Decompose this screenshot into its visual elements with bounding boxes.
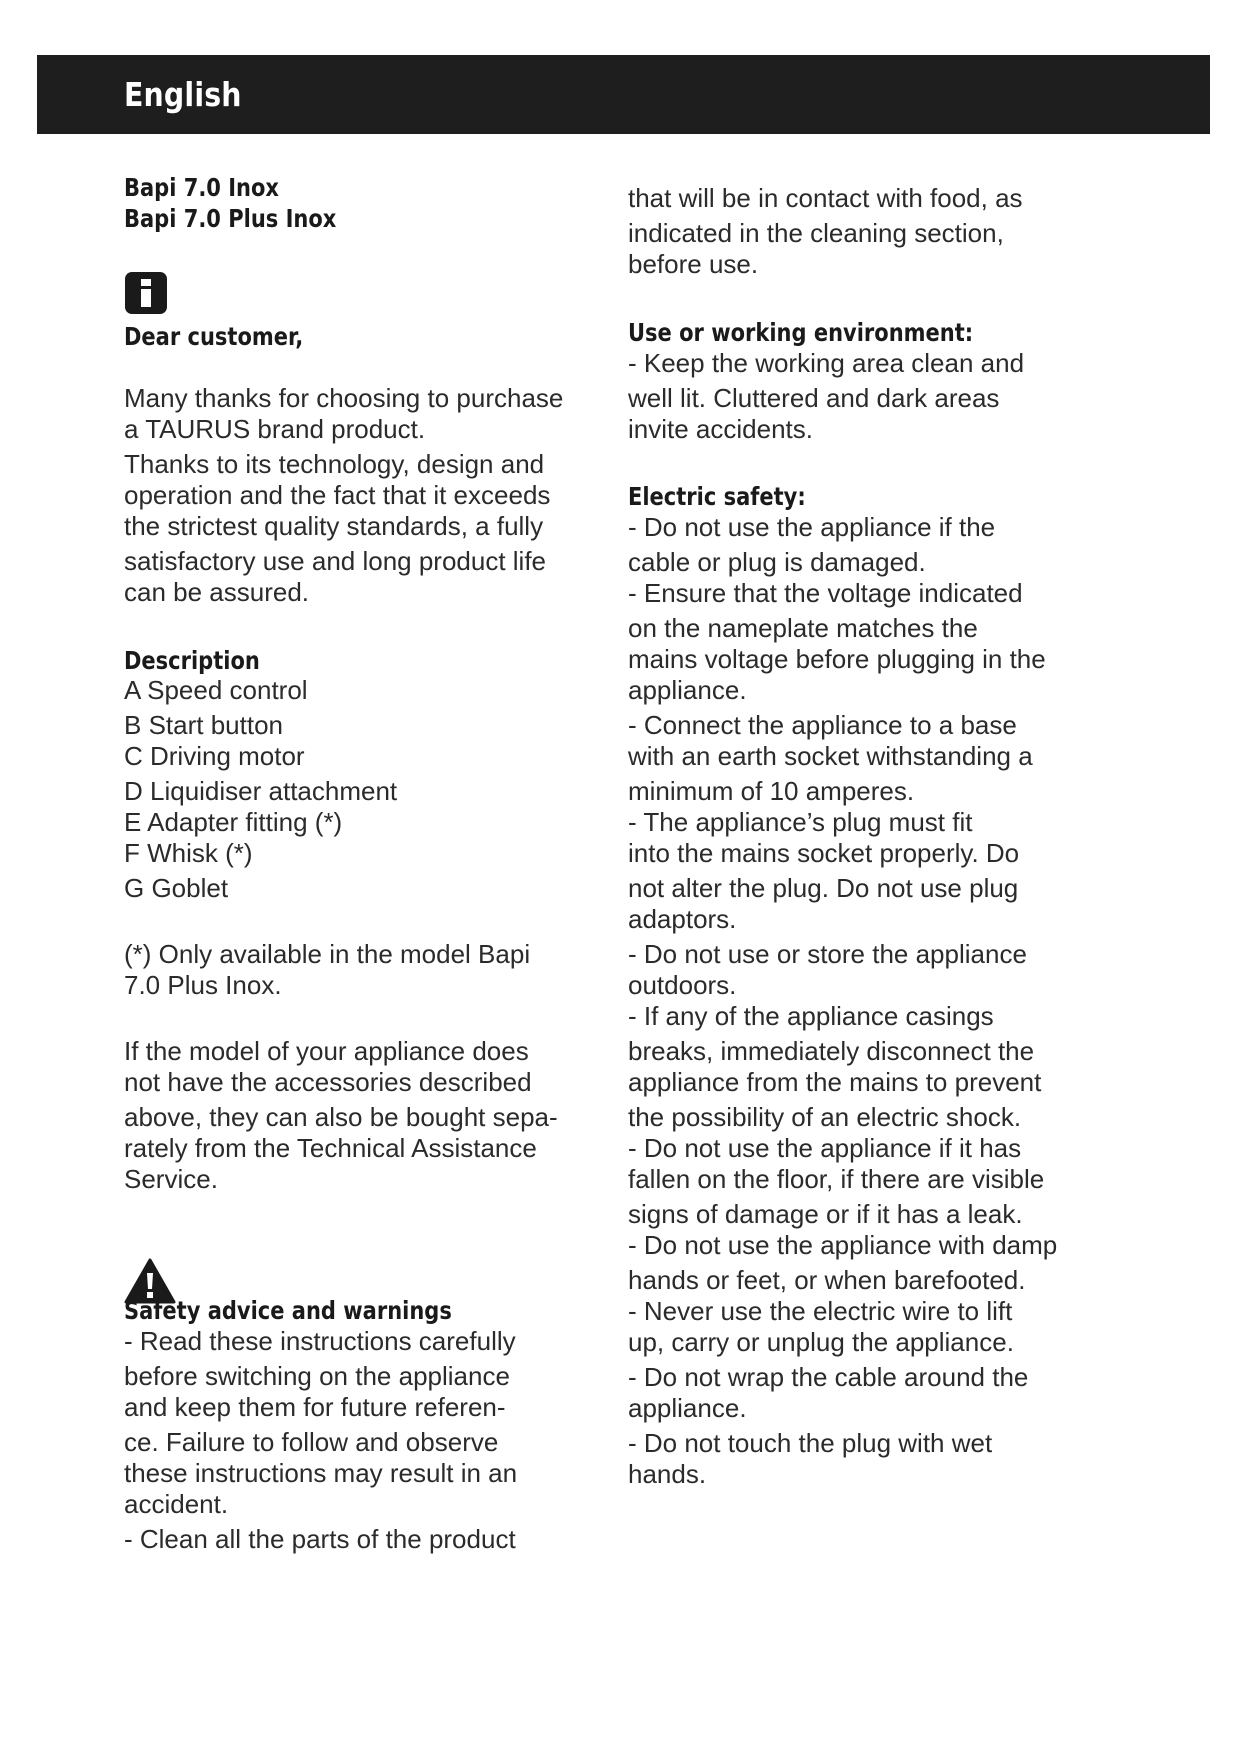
electric-line: with an earth socket withstanding a xyxy=(628,741,1033,771)
environment-line: invite accidents. xyxy=(628,414,813,444)
electric-line: signs of damage or if it has a leak. xyxy=(628,1199,1023,1229)
description-item: G Goblet xyxy=(124,873,229,903)
electric-line: - Do not touch the plug with wet xyxy=(628,1428,993,1458)
safety-line: before switching on the appliance xyxy=(124,1361,510,1391)
electric-line: mains voltage before plugging in the xyxy=(628,644,1046,674)
intro-line: the strictest quality standards, a fully xyxy=(124,511,544,541)
description-heading: Description xyxy=(124,646,260,675)
continued-line: before use. xyxy=(628,249,759,279)
environment-line: - Keep the working area clean and xyxy=(628,348,1025,378)
safety-heading: Safety advice and warnings xyxy=(124,1296,452,1325)
electric-line: up, carry or unplug the appliance. xyxy=(628,1327,1014,1357)
safety-line: these instructions may result in an xyxy=(124,1458,518,1488)
accessories-line: above, they can also be bought sepa- xyxy=(124,1102,558,1132)
electric-line: - Do not use the appliance if it has xyxy=(628,1133,1022,1163)
description-item: B Start button xyxy=(124,710,283,740)
electric-line: hands. xyxy=(628,1459,707,1489)
description-item: D Liquidiser attachment xyxy=(124,776,398,806)
continued-line: that will be in contact with food, as xyxy=(628,183,1023,213)
intro-line: operation and the fact that it exceeds xyxy=(124,480,551,510)
electric-line: hands or feet, or when barefooted. xyxy=(628,1265,1026,1295)
footnote-line: 7.0 Plus Inox. xyxy=(124,970,282,1000)
electric-line: - The appliance’s plug must fit xyxy=(628,807,973,837)
electric-line: into the mains socket properly. Do xyxy=(628,838,1020,868)
description-item: C Driving motor xyxy=(124,741,305,771)
electric-line: - Do not wrap the cable around the xyxy=(628,1362,1029,1392)
footnote-line: (*) Only available in the model Bapi xyxy=(124,939,531,969)
continued-line: indicated in the cleaning section, xyxy=(628,218,1004,248)
electric-heading: Electric safety: xyxy=(628,482,806,511)
intro-line: a TAURUS brand product. xyxy=(124,414,426,444)
description-item: F Whisk (*) xyxy=(124,838,253,868)
electric-line: fallen on the floor, if there are visible xyxy=(628,1164,1045,1194)
electric-line: - Ensure that the voltage indicated xyxy=(628,578,1023,608)
intro-line: can be assured. xyxy=(124,577,310,607)
safety-line: and keep them for future referen- xyxy=(124,1392,506,1422)
model-name: Bapi 7.0 Plus Inox xyxy=(124,204,337,233)
electric-line: outdoors. xyxy=(628,970,737,1000)
electric-line: minimum of 10 amperes. xyxy=(628,776,915,806)
electric-line: - Connect the appliance to a base xyxy=(628,710,1017,740)
model-name: Bapi 7.0 Inox xyxy=(124,173,279,202)
electric-line: - Do not use the appliance with damp xyxy=(628,1230,1058,1260)
electric-line: adaptors. xyxy=(628,904,737,934)
electric-line: - Never use the electric wire to lift xyxy=(628,1296,1013,1326)
accessories-line: not have the accessories described xyxy=(124,1067,532,1097)
safety-line: accident. xyxy=(124,1489,229,1519)
info-icon xyxy=(124,271,168,315)
electric-line: on the nameplate matches the xyxy=(628,613,978,643)
electric-line: - Do not use the appliance if the xyxy=(628,512,996,542)
environment-heading: Use or working environment: xyxy=(628,318,974,347)
electric-line: appliance from the mains to prevent xyxy=(628,1067,1042,1097)
electric-line: not alter the plug. Do not use plug xyxy=(628,873,1019,903)
electric-line: appliance. xyxy=(628,675,747,705)
accessories-line: Service. xyxy=(124,1164,218,1194)
electric-line: appliance. xyxy=(628,1393,747,1423)
description-item: E Adapter fitting (*) xyxy=(124,807,343,837)
safety-line: - Clean all the parts of the product xyxy=(124,1524,516,1554)
safety-line: ce. Failure to follow and observe xyxy=(124,1427,499,1457)
electric-line: - Do not use or store the appliance xyxy=(628,939,1027,969)
environment-line: well lit. Cluttered and dark areas xyxy=(628,383,1000,413)
language-title: English xyxy=(124,75,242,114)
safety-line: - Read these instructions carefully xyxy=(124,1326,516,1356)
intro-line: Thanks to its technology, design and xyxy=(124,449,545,479)
electric-line: the possibility of an electric shock. xyxy=(628,1102,1022,1132)
language-header-bar xyxy=(37,55,1210,134)
electric-line: - If any of the appliance casings xyxy=(628,1001,994,1031)
electric-line: cable or plug is damaged. xyxy=(628,547,926,577)
description-item: A Speed control xyxy=(124,675,308,705)
intro-line: satisfactory use and long product life xyxy=(124,546,547,576)
accessories-line: If the model of your appliance does xyxy=(124,1036,529,1066)
greeting-heading: Dear customer, xyxy=(124,322,304,351)
intro-line: Many thanks for choosing to purchase xyxy=(124,383,564,413)
electric-line: breaks, immediately disconnect the xyxy=(628,1036,1035,1066)
accessories-line: rately from the Technical Assistance xyxy=(124,1133,537,1163)
